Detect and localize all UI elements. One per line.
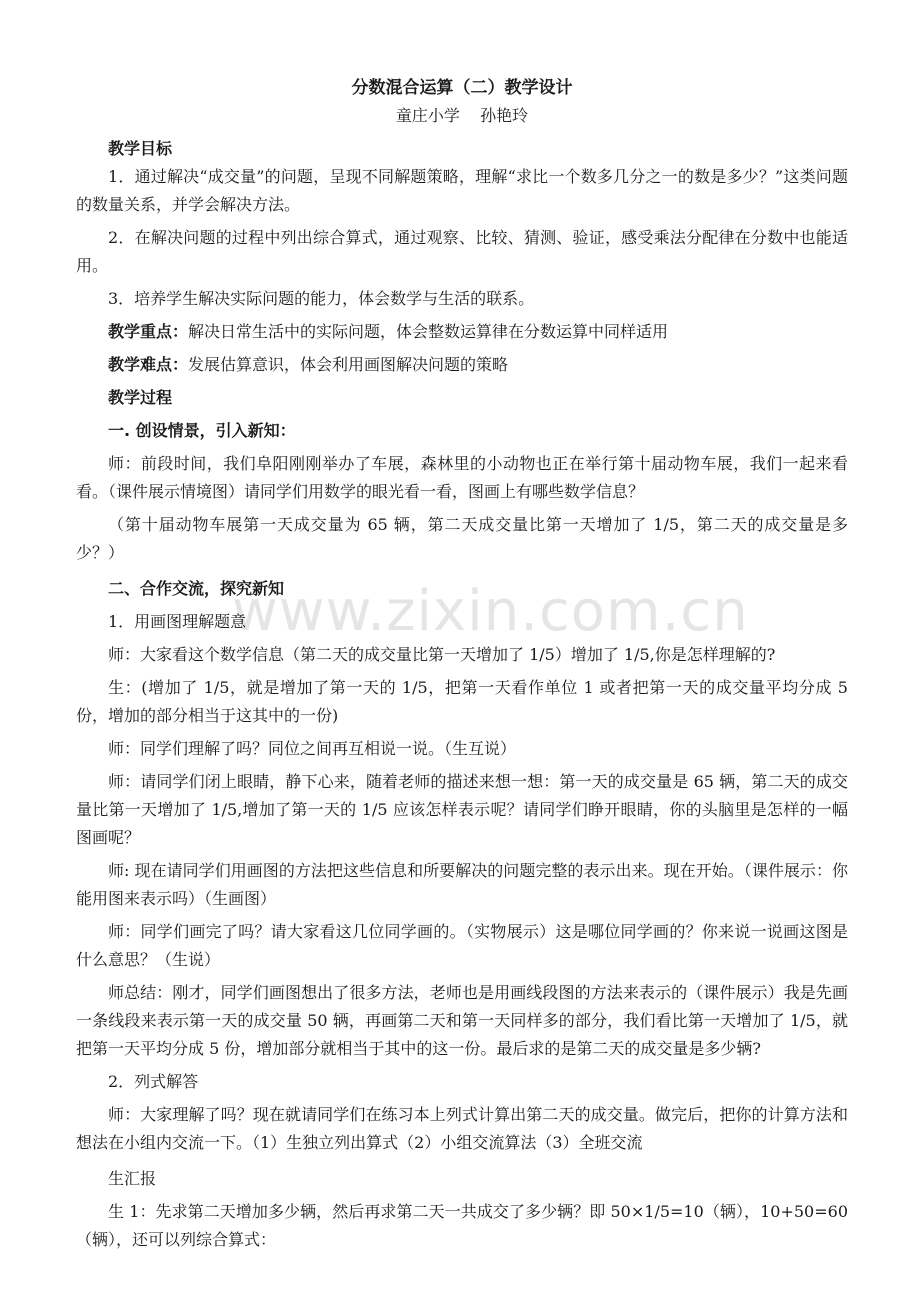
process-heading: 教学过程 (108, 388, 173, 407)
watermark: www.zixin.com.cn (232, 579, 749, 644)
difficulty-label: 教学难点： (108, 355, 189, 374)
paragraph-11: 生汇报 (108, 1169, 157, 1188)
document-body (76, 74, 848, 1254)
paragraph-1: 师：前段时间，我们阜阳刚刚举办了车展，森林里的小动物也正在举行第十届动物车展，我们一起来看看。（课件展示情境图）请同学们用数学的眼光看一看，图画上有哪些数学信息？ (76, 454, 848, 501)
key-point (76, 318, 848, 346)
subsection-2: 2．列式解答 (108, 1072, 199, 1091)
key-point-label: 教学重点： (108, 322, 189, 341)
subsection-1: 1．用画图理解题意 (108, 612, 247, 631)
goal-2: 2．在解决问题的过程中列出综合算式，通过观察、比较、猜测、验证，感受乘法分配律在分数中也能适用。 (76, 228, 848, 275)
paragraph-7: 师: 现在请同学们用画图的方法把这些信息和所要解决的问题完整的表示出来。现在开始。（课件展示：你能用图来表示吗）（生画图） (76, 861, 848, 908)
paragraph-9: 师总结：刚才，同学们画图想出了很多方法，老师也是用画线段图的方法来表示的（课件展示）我是先画一条线段来表示第一天的成交量 50 辆，再画第二天和第一天同样多的部分，我们看比第一天增加了 1/5，就把第一天平均分成 5 份，增加部分就相当于其中的这一份。最后求的是第二天的成交量是多少辆? (76, 983, 848, 1058)
paragraph-3: 师：大家看这个数学信息（第二天的成交量比第一天增加了 1/5）增加了 1/5,你是怎样理解的? (108, 645, 776, 664)
goal-1: 1．通过解决“成交量”的问题，呈现不同解题策略，理解“求比一个数多几分之一的数是多少？”这类问题的数量关系，并学会解决方法。 (76, 167, 848, 214)
paragraph-5: 师：同学们理解了吗？同位之间再互相说一说。（生互说） (108, 739, 517, 758)
paragraph-10: 师：大家理解了吗？现在就请同学们在练习本上列式计算出第二天的成交量。做完后，把你的计算方法和想法在小组内交流一下。（1）生独立列出算式（2）小组交流算法（3）全班交流 (76, 1105, 848, 1152)
document-author: 童庄小学 孙艳玲 (395, 106, 529, 125)
paragraph-2: （第十届动物车展第一天成交量为 65 辆，第二天成交量比第一天增加了 1/5，第二天的成交量是多少？） (76, 515, 848, 562)
document-title: 分数混合运算（二）教学设计 (351, 78, 573, 98)
section-1-heading: 一. 创设情景，引入新知： (108, 421, 296, 440)
key-point-text: 解决日常生活中的实际问题，体会整数运算律在分数运算中同样适用 (188, 322, 669, 341)
difficulty-text: 发展估算意识，体会利用画图解决问题的策略 (188, 355, 509, 374)
paragraph-6: 师：请同学们闭上眼睛，静下心来，随着老师的描述来想一想：第一天的成交量是 65 辆，第二天的成交量比第一天增加了 1/5,增加了第一天的 1/5 应该怎样表示呢？请同学们睁开眼睛，你的头脑里是怎样的一幅图画呢？ (76, 772, 848, 847)
paragraph-4: 生：(增加了 1/5，就是增加了第一天的 1/5，把第一天看作单位 1 或者把第一天的成交量平均分成 5 份，增加的部分相当于这其中的一份) (76, 678, 848, 725)
goal-3: 3．培养学生解决实际问题的能力，体会数学与生活的联系。 (108, 289, 535, 308)
difficulty-point (76, 351, 848, 379)
goals-heading: 教学目标 (108, 139, 173, 158)
paragraph-8: 师：同学们画完了吗？请大家看这几位同学画的。（实物展示）这是哪位同学画的？你来说一说画这图是什么意思？（生说） (76, 922, 848, 969)
section-2-heading: 二、合作交流，探究新知 (108, 579, 285, 598)
paragraph-12: 生 1：先求第二天增加多少辆，然后再求第二天一共成交了多少辆？即 50×1/5=10（辆），10+50=60（辆），还可以列综合算式： (76, 1202, 848, 1249)
